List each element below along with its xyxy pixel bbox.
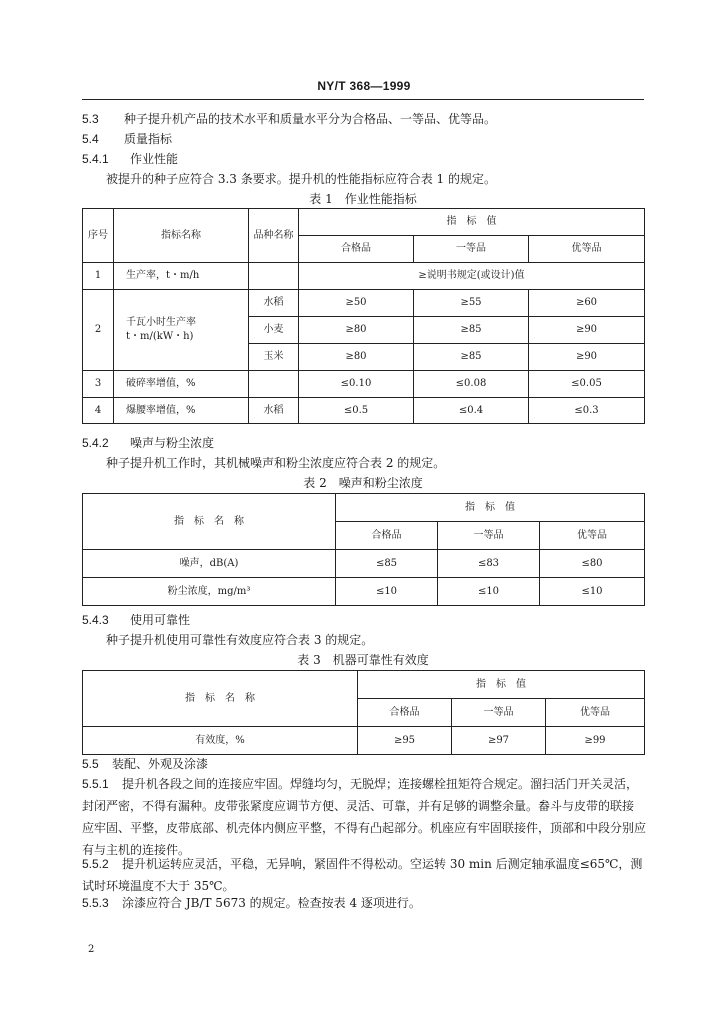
table-cell: ≤0.5 (299, 398, 414, 424)
table-cell: ≥80 (299, 344, 414, 371)
table-cell: ≥80 (299, 317, 414, 344)
section-number: 5.4 (82, 132, 99, 146)
section-text: 种子提升机产品的技术水平和质量水平分为合格品、一等品、优等品。 (124, 112, 497, 126)
table-cell (249, 371, 299, 398)
table-cell: ≥60 (529, 290, 645, 317)
table1-header-grade1: 合格品 (299, 236, 414, 263)
table-cell: ≥说明书规定(或设计)值 (299, 263, 645, 290)
table-cell: ≥97 (452, 727, 546, 755)
table-cell: 3 (83, 371, 114, 398)
table-cell: 爆腰率增值，% (114, 398, 249, 424)
section-number: 5.5 (82, 757, 99, 771)
table2-header-value: 指 标 值 (336, 494, 645, 522)
header-rule (82, 99, 644, 100)
table-cell: ≤10 (540, 578, 645, 606)
section-heading: 使用可靠性 (130, 613, 191, 627)
table-cell: ≥85 (414, 344, 529, 371)
section-number: 5.4.3 (82, 613, 109, 627)
table-cell: 破碎率增值，% (114, 371, 249, 398)
table-cell (249, 263, 299, 290)
para-line: 应牢固、平整，皮带底部、机壳体内侧应平整，不得有凸起部分。机座应有牢固联接件，顶部和中段分别应 (82, 821, 647, 835)
section-number: 5.5.2 (82, 857, 109, 871)
table-cell: 水稻 (249, 290, 299, 317)
table-cell: ≥90 (529, 317, 645, 344)
section-heading: 质量指标 (124, 132, 173, 146)
table1-header-grade3: 优等品 (529, 236, 645, 263)
table1-caption: 表 1 作业性能指标 (309, 192, 417, 206)
table2-header-grade2: 一等品 (438, 522, 540, 550)
table-cell: 玉米 (249, 344, 299, 371)
table2-header-grade1: 合格品 (336, 522, 438, 550)
para-line (82, 853, 652, 875)
table-cell: 粉尘浓度，mg/m³ (83, 578, 336, 606)
para-line (82, 773, 652, 795)
table-cell: ≤80 (540, 550, 645, 578)
table-cell: ≤10 (336, 578, 438, 606)
section-5-4-3-body: 种子提升机使用可靠性有效度应符合表 3 的规定。 (106, 633, 374, 647)
section-heading: 装配、外观及涂漆 (112, 757, 209, 771)
para-line: 封闭严密，不得有漏种。皮带张紧度应调节方便、灵活、可靠，并有足够的调整余量。畚斗与皮带的联接 (82, 799, 635, 813)
table3-header-grade2: 一等品 (452, 699, 546, 727)
table1-header-value: 指 标 值 (299, 209, 645, 236)
para-text: 提升机各段之间的连接应牢固。焊缝均匀，无脱焊；连接螺栓扭矩符合规定。溜扫活门开关灵活， (122, 777, 639, 791)
section-number: 5.5.1 (82, 777, 109, 791)
document-header: NY/T 368—1999 (317, 79, 411, 93)
table2-header-name: 指 标 名 称 (83, 494, 336, 550)
table-row (83, 727, 645, 755)
table-cell: ≥95 (358, 727, 452, 755)
table3-caption: 表 3 机器可靠性有效度 (297, 653, 429, 667)
para-text: 提升机运转应灵活，平稳，无异响，紧固件不得松动。空运转 30 min 后测定轴承温度≤65℃，测 (122, 857, 643, 871)
table-cell: 4 (83, 398, 114, 424)
table-cell: ≤0.4 (414, 398, 529, 424)
table-row (83, 398, 645, 424)
table3-header-grade1: 合格品 (358, 699, 452, 727)
table-cell: ≥99 (546, 727, 645, 755)
table-cell: 1 (83, 263, 114, 290)
table-cell: ≤10 (438, 578, 540, 606)
section-5-4-1 (82, 151, 178, 167)
section-5-5-3 (82, 895, 421, 911)
table3-header-name: 指 标 名 称 (83, 671, 358, 727)
table-cell: ≥85 (414, 317, 529, 344)
table-row (83, 371, 645, 398)
section-heading: 作业性能 (130, 152, 179, 166)
section-5-4 (82, 131, 172, 147)
table2-caption: 表 2 噪声和粉尘浓度 (303, 476, 423, 490)
section-heading: 噪声与粉尘浓度 (130, 436, 215, 450)
table2 (82, 493, 645, 606)
table-cell: ≤0.08 (414, 371, 529, 398)
section-5-4-2 (82, 435, 214, 451)
table-row (83, 290, 645, 317)
para-text: 涂漆应符合 JB/T 5673 的规定。检查按表 4 逐项进行。 (122, 896, 421, 910)
section-5-5-2 (82, 853, 652, 897)
table-cell: ≤0.10 (299, 371, 414, 398)
table-cell: 小麦 (249, 317, 299, 344)
cell-line: 千瓦小时生产率 (126, 317, 196, 328)
table-cell: 水稻 (249, 398, 299, 424)
section-5-4-3 (82, 612, 190, 628)
section-5-4-1-body: 被提升的种子应符合 3.3 条要求。提升机的性能指标应符合表 1 的规定。 (106, 172, 496, 186)
table3 (82, 670, 645, 755)
table1-header-variety: 品种名称 (249, 209, 299, 263)
section-number: 5.4.2 (82, 436, 109, 450)
table-row (83, 550, 645, 578)
section-number: 5.4.1 (82, 152, 109, 166)
table2-header-grade3: 优等品 (540, 522, 645, 550)
table-cell: 噪声，dB(A) (83, 550, 336, 578)
table3-header-grade3: 优等品 (546, 699, 645, 727)
table-cell: ≤85 (336, 550, 438, 578)
table-cell: 2 (83, 290, 114, 371)
table1-header-name: 指标名称 (114, 209, 249, 263)
table3-header-value: 指 标 值 (358, 671, 645, 699)
table-cell: ≥90 (529, 344, 645, 371)
table1-header-grade2: 一等品 (414, 236, 529, 263)
section-5-3 (82, 111, 496, 127)
section-number: 5.3 (82, 112, 99, 126)
table-row (83, 263, 645, 290)
page-number: 2 (88, 944, 95, 955)
table1 (82, 208, 645, 424)
section-5-4-2-body: 种子提升机工作时，其机械噪声和粉尘浓度应符合表 2 的规定。 (106, 456, 446, 470)
table-cell: ≥55 (414, 290, 529, 317)
para-line: 有与主机的连接件。 (82, 843, 191, 857)
section-number: 5.5.3 (82, 896, 109, 910)
table-cell: ≤83 (438, 550, 540, 578)
table-cell: 生产率，t・m/h (114, 263, 249, 290)
table1-header-seq: 序号 (83, 209, 114, 263)
table-cell: ≥50 (299, 290, 414, 317)
table-row (83, 578, 645, 606)
table-cell: 有效度，% (83, 727, 358, 755)
section-5-5 (82, 756, 208, 772)
table-cell (114, 290, 249, 371)
cell-line: t・m/(kW・h) (126, 331, 194, 342)
para-line: 试时环境温度不大于 35℃。 (82, 879, 235, 893)
table-cell: ≤0.05 (529, 371, 645, 398)
table-cell: ≤0.3 (529, 398, 645, 424)
section-5-5-1 (82, 773, 652, 861)
